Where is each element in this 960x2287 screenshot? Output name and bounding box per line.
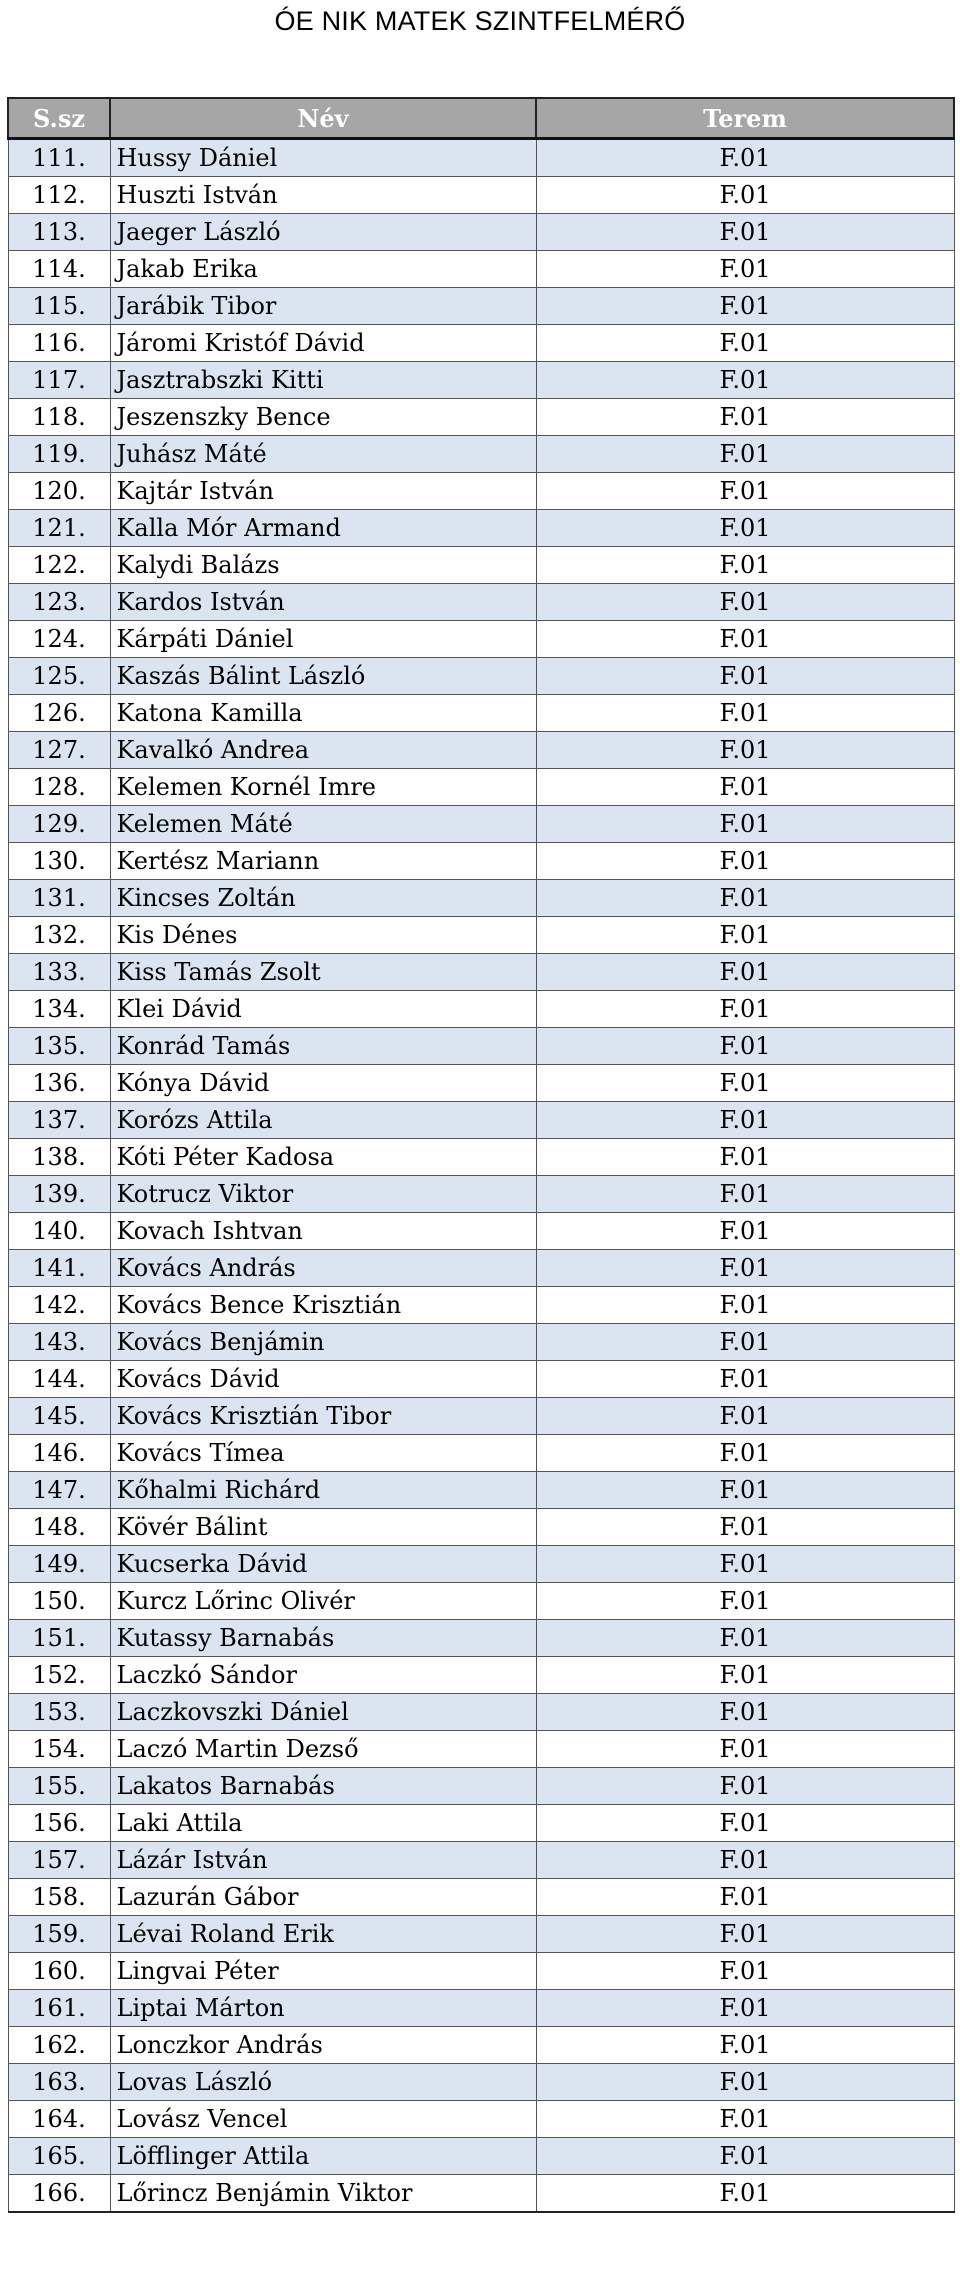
- room-cell: F.01: [536, 1805, 954, 1842]
- row-number-cell: 113.: [8, 214, 110, 251]
- room-cell: F.01: [536, 1879, 954, 1916]
- student-roster-table: [7, 97, 955, 2213]
- room-cell: F.01: [536, 325, 954, 362]
- student-name-cell: Kovács Bence Krisztián: [110, 1287, 536, 1324]
- room-cell: F.01: [536, 769, 954, 806]
- room-cell: F.01: [536, 1250, 954, 1287]
- table-row: [8, 1509, 954, 1546]
- student-name-cell: Korózs Attila: [110, 1102, 536, 1139]
- row-number-cell: 134.: [8, 991, 110, 1028]
- table-row: [8, 1398, 954, 1435]
- room-cell: F.01: [536, 584, 954, 621]
- student-name-cell: Kotrucz Viktor: [110, 1176, 536, 1213]
- table-row: [8, 1028, 954, 1065]
- room-cell: F.01: [536, 1916, 954, 1953]
- student-name-cell: Lingvai Péter: [110, 1953, 536, 1990]
- table-row: [8, 954, 954, 991]
- row-number-cell: 125.: [8, 658, 110, 695]
- room-cell: F.01: [536, 880, 954, 917]
- row-number-cell: 129.: [8, 806, 110, 843]
- room-cell: F.01: [536, 214, 954, 251]
- table-row: [8, 1472, 954, 1509]
- room-cell: F.01: [536, 695, 954, 732]
- row-number-cell: 117.: [8, 362, 110, 399]
- room-cell: F.01: [536, 139, 954, 177]
- table-row: [8, 1842, 954, 1879]
- row-number-cell: 121.: [8, 510, 110, 547]
- student-name-cell: Kincses Zoltán: [110, 880, 536, 917]
- table-row: [8, 1435, 954, 1472]
- table-row: [8, 2064, 954, 2101]
- student-name-cell: Kaszás Bálint László: [110, 658, 536, 695]
- room-cell: F.01: [536, 658, 954, 695]
- table-row: [8, 917, 954, 954]
- column-header-number: S.sz: [8, 98, 110, 139]
- table-row: [8, 1176, 954, 1213]
- row-number-cell: 166.: [8, 2175, 110, 2213]
- row-number-cell: 135.: [8, 1028, 110, 1065]
- row-number-cell: 138.: [8, 1139, 110, 1176]
- room-cell: F.01: [536, 2175, 954, 2213]
- table-row: [8, 1768, 954, 1805]
- table-row: [8, 1065, 954, 1102]
- student-name-cell: Laczkovszki Dániel: [110, 1694, 536, 1731]
- student-name-cell: Lonczkor András: [110, 2027, 536, 2064]
- row-number-cell: 126.: [8, 695, 110, 732]
- student-name-cell: Lakatos Barnabás: [110, 1768, 536, 1805]
- student-name-cell: Lőrincz Benjámin Viktor: [110, 2175, 536, 2213]
- table-row: [8, 1583, 954, 1620]
- room-cell: F.01: [536, 547, 954, 584]
- student-name-cell: Lazurán Gábor: [110, 1879, 536, 1916]
- row-number-cell: 124.: [8, 621, 110, 658]
- row-number-cell: 165.: [8, 2138, 110, 2175]
- student-name-cell: Járomi Kristóf Dávid: [110, 325, 536, 362]
- table-row: [8, 473, 954, 510]
- row-number-cell: 148.: [8, 1509, 110, 1546]
- student-name-cell: Kovács Dávid: [110, 1361, 536, 1398]
- student-name-cell: Löfflinger Attila: [110, 2138, 536, 2175]
- room-cell: F.01: [536, 510, 954, 547]
- row-number-cell: 149.: [8, 1546, 110, 1583]
- student-name-cell: Jakab Erika: [110, 251, 536, 288]
- room-cell: F.01: [536, 399, 954, 436]
- table-row: [8, 769, 954, 806]
- table-row: [8, 251, 954, 288]
- student-name-cell: Kardos István: [110, 584, 536, 621]
- row-number-cell: 132.: [8, 917, 110, 954]
- row-number-cell: 143.: [8, 1324, 110, 1361]
- student-name-cell: Huszti István: [110, 177, 536, 214]
- room-cell: F.01: [536, 1287, 954, 1324]
- student-name-cell: Kiss Tamás Zsolt: [110, 954, 536, 991]
- table-row: [8, 399, 954, 436]
- student-name-cell: Kovács Benjámin: [110, 1324, 536, 1361]
- row-number-cell: 131.: [8, 880, 110, 917]
- student-name-cell: Kavalkó Andrea: [110, 732, 536, 769]
- room-cell: F.01: [536, 1546, 954, 1583]
- student-name-cell: Kertész Mariann: [110, 843, 536, 880]
- table-row: [8, 214, 954, 251]
- student-name-cell: Konrád Tamás: [110, 1028, 536, 1065]
- student-name-cell: Lovas László: [110, 2064, 536, 2101]
- student-name-cell: Kövér Bálint: [110, 1509, 536, 1546]
- table-row: [8, 991, 954, 1028]
- room-cell: F.01: [536, 1472, 954, 1509]
- room-cell: F.01: [536, 1953, 954, 1990]
- row-number-cell: 157.: [8, 1842, 110, 1879]
- table-row: [8, 177, 954, 214]
- room-cell: F.01: [536, 621, 954, 658]
- table-row: [8, 510, 954, 547]
- row-number-cell: 120.: [8, 473, 110, 510]
- student-name-cell: Kajtár István: [110, 473, 536, 510]
- room-cell: F.01: [536, 1842, 954, 1879]
- room-cell: F.01: [536, 1768, 954, 1805]
- room-cell: F.01: [536, 1139, 954, 1176]
- row-number-cell: 119.: [8, 436, 110, 473]
- row-number-cell: 155.: [8, 1768, 110, 1805]
- student-name-cell: Kovach Ishtvan: [110, 1213, 536, 1250]
- student-name-cell: Kelemen Máté: [110, 806, 536, 843]
- table-row: [8, 806, 954, 843]
- student-name-cell: Laczó Martin Dezső: [110, 1731, 536, 1768]
- table-header-row: [8, 98, 954, 139]
- row-number-cell: 114.: [8, 251, 110, 288]
- table-row: [8, 2175, 954, 2213]
- row-number-cell: 112.: [8, 177, 110, 214]
- table-row: [8, 1953, 954, 1990]
- row-number-cell: 151.: [8, 1620, 110, 1657]
- room-cell: F.01: [536, 2027, 954, 2064]
- student-name-cell: Kurcz Lőrinc Olivér: [110, 1583, 536, 1620]
- table-row: [8, 658, 954, 695]
- table-row: [8, 547, 954, 584]
- student-name-cell: Klei Dávid: [110, 991, 536, 1028]
- row-number-cell: 140.: [8, 1213, 110, 1250]
- room-cell: F.01: [536, 1990, 954, 2027]
- row-number-cell: 163.: [8, 2064, 110, 2101]
- table-row: [8, 1620, 954, 1657]
- table-row: [8, 1324, 954, 1361]
- row-number-cell: 145.: [8, 1398, 110, 1435]
- row-number-cell: 144.: [8, 1361, 110, 1398]
- room-cell: F.01: [536, 1324, 954, 1361]
- table-row: [8, 880, 954, 917]
- student-name-cell: Kónya Dávid: [110, 1065, 536, 1102]
- row-number-cell: 152.: [8, 1657, 110, 1694]
- student-name-cell: Kovács András: [110, 1250, 536, 1287]
- table-row: [8, 1879, 954, 1916]
- row-number-cell: 161.: [8, 1990, 110, 2027]
- row-number-cell: 162.: [8, 2027, 110, 2064]
- table-row: [8, 1213, 954, 1250]
- row-number-cell: 137.: [8, 1102, 110, 1139]
- row-number-cell: 142.: [8, 1287, 110, 1324]
- room-cell: F.01: [536, 177, 954, 214]
- table-row: [8, 843, 954, 880]
- student-name-cell: Liptai Márton: [110, 1990, 536, 2027]
- student-name-cell: Hussy Dániel: [110, 139, 536, 177]
- row-number-cell: 146.: [8, 1435, 110, 1472]
- room-cell: F.01: [536, 1509, 954, 1546]
- table-row: [8, 1990, 954, 2027]
- room-cell: F.01: [536, 436, 954, 473]
- student-name-cell: Kis Dénes: [110, 917, 536, 954]
- student-name-cell: Kőhalmi Richárd: [110, 1472, 536, 1509]
- room-cell: F.01: [536, 1731, 954, 1768]
- row-number-cell: 122.: [8, 547, 110, 584]
- page-title: ÓE NIK MATEK SZINTFELMÉRŐ: [274, 6, 686, 36]
- student-name-cell: Laczkó Sándor: [110, 1657, 536, 1694]
- table-row: [8, 1139, 954, 1176]
- table-row: [8, 288, 954, 325]
- student-name-cell: Lázár István: [110, 1842, 536, 1879]
- row-number-cell: 118.: [8, 399, 110, 436]
- student-name-cell: Kelemen Kornél Imre: [110, 769, 536, 806]
- row-number-cell: 115.: [8, 288, 110, 325]
- room-cell: F.01: [536, 1102, 954, 1139]
- table-row: [8, 1805, 954, 1842]
- row-number-cell: 128.: [8, 769, 110, 806]
- column-header-room: Terem: [536, 98, 954, 139]
- table-row: [8, 362, 954, 399]
- row-number-cell: 141.: [8, 1250, 110, 1287]
- student-name-cell: Jaeger László: [110, 214, 536, 251]
- room-cell: F.01: [536, 991, 954, 1028]
- table-row: [8, 2138, 954, 2175]
- room-cell: F.01: [536, 2138, 954, 2175]
- column-header-name: Név: [110, 98, 536, 139]
- table-row: [8, 1546, 954, 1583]
- room-cell: F.01: [536, 473, 954, 510]
- student-name-cell: Jarábik Tibor: [110, 288, 536, 325]
- student-name-cell: Jeszenszky Bence: [110, 399, 536, 436]
- table-row: [8, 1657, 954, 1694]
- row-number-cell: 159.: [8, 1916, 110, 1953]
- row-number-cell: 133.: [8, 954, 110, 991]
- student-name-cell: Kalydi Balázs: [110, 547, 536, 584]
- row-number-cell: 127.: [8, 732, 110, 769]
- room-cell: F.01: [536, 1176, 954, 1213]
- table-row: [8, 1102, 954, 1139]
- table-row: [8, 1287, 954, 1324]
- table-row: [8, 436, 954, 473]
- room-cell: F.01: [536, 1694, 954, 1731]
- row-number-cell: 147.: [8, 1472, 110, 1509]
- student-name-cell: Kovács Tímea: [110, 1435, 536, 1472]
- student-name-cell: Katona Kamilla: [110, 695, 536, 732]
- row-number-cell: 156.: [8, 1805, 110, 1842]
- table-row: [8, 325, 954, 362]
- student-name-cell: Juhász Máté: [110, 436, 536, 473]
- student-name-cell: Kovács Krisztián Tibor: [110, 1398, 536, 1435]
- row-number-cell: 130.: [8, 843, 110, 880]
- room-cell: F.01: [536, 806, 954, 843]
- row-number-cell: 123.: [8, 584, 110, 621]
- room-cell: F.01: [536, 251, 954, 288]
- table-row: [8, 1731, 954, 1768]
- row-number-cell: 139.: [8, 1176, 110, 1213]
- student-name-cell: Kárpáti Dániel: [110, 621, 536, 658]
- student-name-cell: Kucserka Dávid: [110, 1546, 536, 1583]
- room-cell: F.01: [536, 2064, 954, 2101]
- room-cell: F.01: [536, 1583, 954, 1620]
- room-cell: F.01: [536, 1028, 954, 1065]
- table-row: [8, 2101, 954, 2138]
- room-cell: F.01: [536, 1620, 954, 1657]
- table-row: [8, 695, 954, 732]
- room-cell: F.01: [536, 1398, 954, 1435]
- student-name-cell: Laki Attila: [110, 1805, 536, 1842]
- table-row: [8, 2027, 954, 2064]
- room-cell: F.01: [536, 1657, 954, 1694]
- table-row: [8, 1250, 954, 1287]
- table-row: [8, 1694, 954, 1731]
- row-number-cell: 164.: [8, 2101, 110, 2138]
- table-row: [8, 584, 954, 621]
- room-cell: F.01: [536, 2101, 954, 2138]
- student-name-cell: Lévai Roland Erik: [110, 1916, 536, 1953]
- table-row: [8, 732, 954, 769]
- room-cell: F.01: [536, 917, 954, 954]
- row-number-cell: 153.: [8, 1694, 110, 1731]
- row-number-cell: 158.: [8, 1879, 110, 1916]
- student-name-cell: Lovász Vencel: [110, 2101, 536, 2138]
- student-name-cell: Jasztrabszki Kitti: [110, 362, 536, 399]
- student-name-cell: Kutassy Barnabás: [110, 1620, 536, 1657]
- row-number-cell: 111.: [8, 139, 110, 177]
- row-number-cell: 116.: [8, 325, 110, 362]
- row-number-cell: 150.: [8, 1583, 110, 1620]
- table-row: [8, 1916, 954, 1953]
- student-name-cell: Kóti Péter Kadosa: [110, 1139, 536, 1176]
- student-name-cell: Kalla Mór Armand: [110, 510, 536, 547]
- room-cell: F.01: [536, 1213, 954, 1250]
- room-cell: F.01: [536, 732, 954, 769]
- room-cell: F.01: [536, 1065, 954, 1102]
- table-row: [8, 1361, 954, 1398]
- row-number-cell: 154.: [8, 1731, 110, 1768]
- room-cell: F.01: [536, 288, 954, 325]
- room-cell: F.01: [536, 843, 954, 880]
- room-cell: F.01: [536, 1361, 954, 1398]
- table-row: [8, 139, 954, 177]
- table-row: [8, 621, 954, 658]
- room-cell: F.01: [536, 1435, 954, 1472]
- table-body: [8, 139, 954, 2213]
- room-cell: F.01: [536, 362, 954, 399]
- row-number-cell: 136.: [8, 1065, 110, 1102]
- room-cell: F.01: [536, 954, 954, 991]
- row-number-cell: 160.: [8, 1953, 110, 1990]
